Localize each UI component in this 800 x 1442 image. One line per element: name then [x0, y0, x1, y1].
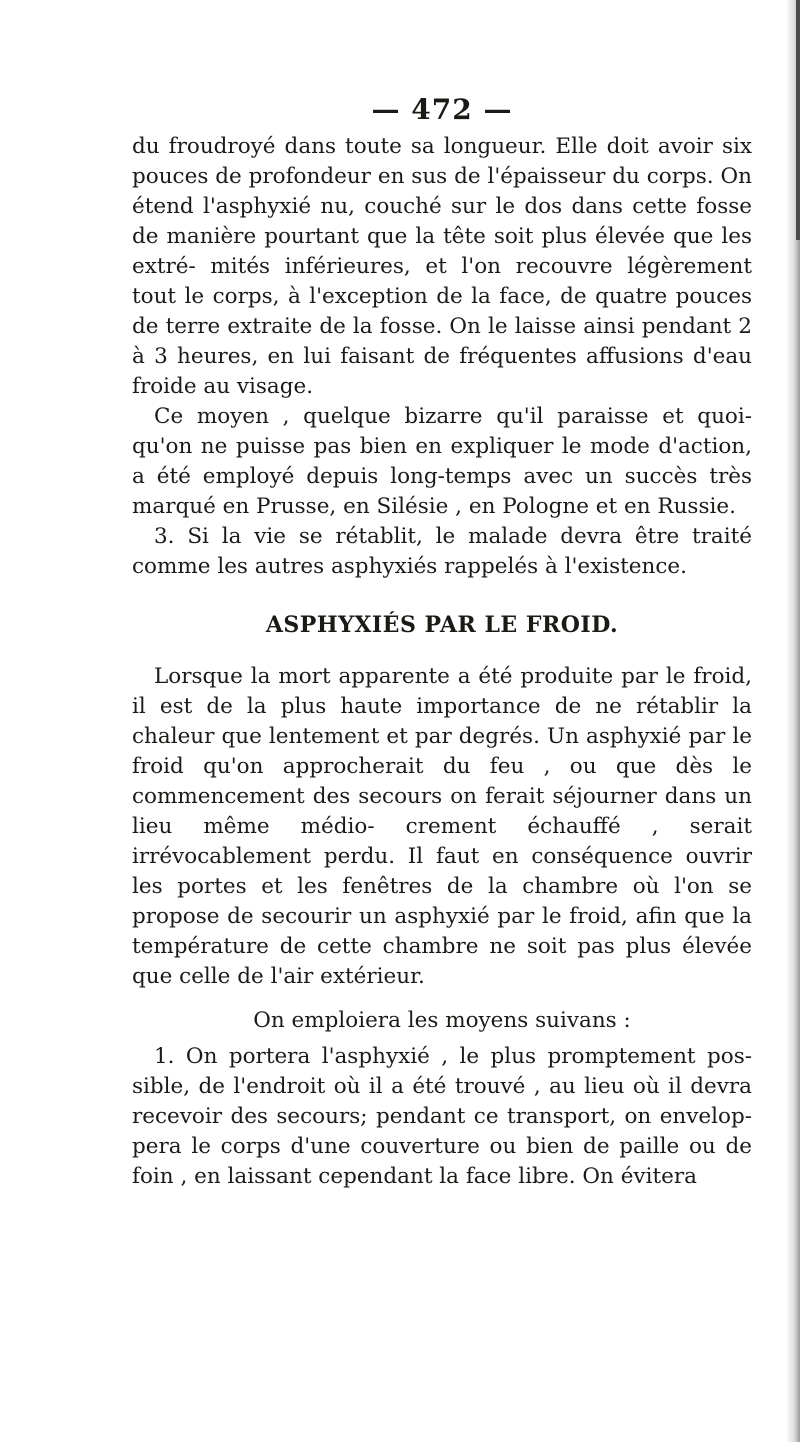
- book-page: [132, 90, 752, 1192]
- paragraph-step-1: 1. On portera l'asphyxié , le plus promptement pos- sible, de l'endroit où il a été trouvé , au lieu où il devra recevoir des secours; pendant ce transport, on envelop- pera le corps d'une couverture ou bien de paille ou de foin , en laissant cependant la face libre. On évitera: [132, 1044, 752, 1189]
- paragraph-cold-intro: Lorsque la mort apparente a été produite par le froid, il est de la plus haute importance de ne rétablir la chaleur que lentement et par degrés. Un asphyxié par le froid qu'on approcherait du feu , ou que dès le commencement des secours on ferait séjourner dans un lieu même médio- crement échauffé , serait irrévocablement perdu. Il faut en conséquence ouvrir les portes et les fenêtres de la chambre où l'on se propose de secourir un asphyxié par le froid, afin que la température de cette chambre ne soit pas plus élevée que celle de l'air extérieur.: [132, 664, 752, 989]
- paragraph-continuation: du froudroyé dans toute sa longueur. Elle doit avoir six pouces de profondeur en sus de l'épaisseur du corps. On étend l'asphyxié nu, couché sur le dos dans cette fosse de manière pourtant que la tête soit plus élevée que les extré- mités inférieures, et l'on recouvre légèrement tout le corps, à l'exception de la face, de quatre pouces de terre extraite de la fosse. On le laisse ainsi pendant 2 à 3 heures, en lui faisant de fréquentes affusions d'eau froide au visage.: [132, 134, 752, 399]
- page-number: — 472 —: [371, 93, 513, 126]
- paragraph-method-note: Ce moyen , quelque bizarre qu'il paraisse et quoi- qu'on ne puisse pas bien en expliquer le mode d'action, a été employé depuis long-temps avec un succès très marqué en Prusse, en Silésie , en Pologne et en Russie.: [132, 404, 752, 519]
- page-binding-edge: [796, 0, 800, 240]
- section-heading: ASPHYXIÉS PAR LE FROID.: [265, 612, 619, 638]
- paragraph-means-intro: On emploiera les moyens suivans :: [253, 1008, 631, 1033]
- paragraph-step-3: 3. Si la vie se rétablit, le malade devra être traité comme les autres asphyxiés rappelés à l'existence.: [132, 524, 752, 579]
